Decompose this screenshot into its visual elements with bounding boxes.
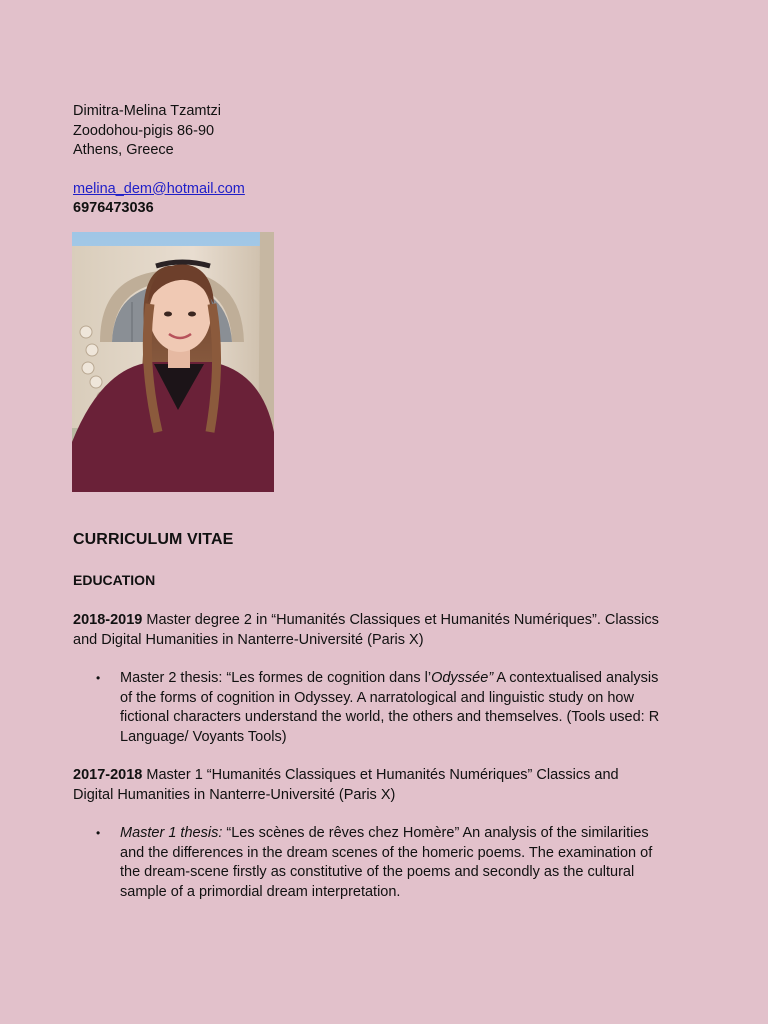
thesis-desc-line3: fictional characters understand the world, the others and themselves. (Tools used: R	[120, 709, 660, 725]
thesis-title-italic: Odyssée”	[431, 670, 494, 686]
entry-title-cont: and Digital Humanities in Nanterre-Université (Paris X)	[73, 631, 424, 648]
thesis-desc: A contextualised analysis	[493, 670, 659, 686]
bullet-icon: •	[96, 826, 101, 840]
contact-city: Athens, Greece	[73, 142, 174, 158]
bullet-icon: •	[96, 671, 101, 685]
thesis-desc-line2: of the forms of cognition in Odyssey. A narratological and linguistic study on how	[120, 689, 634, 706]
thesis-desc-line3: the dream-scene firstly as constitutive of the poems and secondly as the cultural	[120, 864, 635, 880]
portrait-illustration	[72, 232, 274, 492]
thesis-lead-italic: Master 1 thesis:	[120, 825, 223, 841]
thesis-lead: Master 2 thesis: “Les formes de cognition dans l’	[120, 670, 432, 686]
education-entry-1	[73, 611, 713, 650]
email-link[interactable]: melina_dem@hotmail.com	[73, 180, 245, 197]
contact-phone: 6976473036	[73, 200, 154, 216]
contact-name: Dimitra-Melina Tzamtzi	[73, 103, 221, 119]
thesis-desc: “Les scènes de rêves chez Homère” An analysis of the similarities	[222, 825, 649, 841]
entry-title: Master 1 “Humanités Classiques et Humanités Numériques” Classics and	[142, 767, 619, 783]
entry-years: 2017-2018	[73, 767, 143, 783]
education-entry-2	[73, 766, 713, 805]
thesis-desc-line4: Language/ Voyants Tools)	[120, 728, 287, 745]
thesis-desc-line4: sample of a primordial dream interpretation.	[120, 883, 401, 900]
entry-title-cont: Digital Humanities in Nanterre-Université (Paris X)	[73, 786, 396, 803]
profile-photo	[72, 232, 274, 492]
education-heading: EDUCATION	[73, 572, 156, 588]
entry-title: Master degree 2 in “Humanités Classiques et Humanités Numériques”. Classics	[142, 612, 659, 628]
entry-years: 2018-2019	[73, 612, 143, 628]
thesis-desc-line2: and the differences in the dream scenes of the homeric poems. The examination of	[120, 844, 653, 861]
contact-street: Zoodohou-pigis 86-90	[73, 122, 215, 139]
cv-heading: CURRICULUM VITAE	[73, 531, 234, 548]
contact-block	[73, 102, 703, 219]
